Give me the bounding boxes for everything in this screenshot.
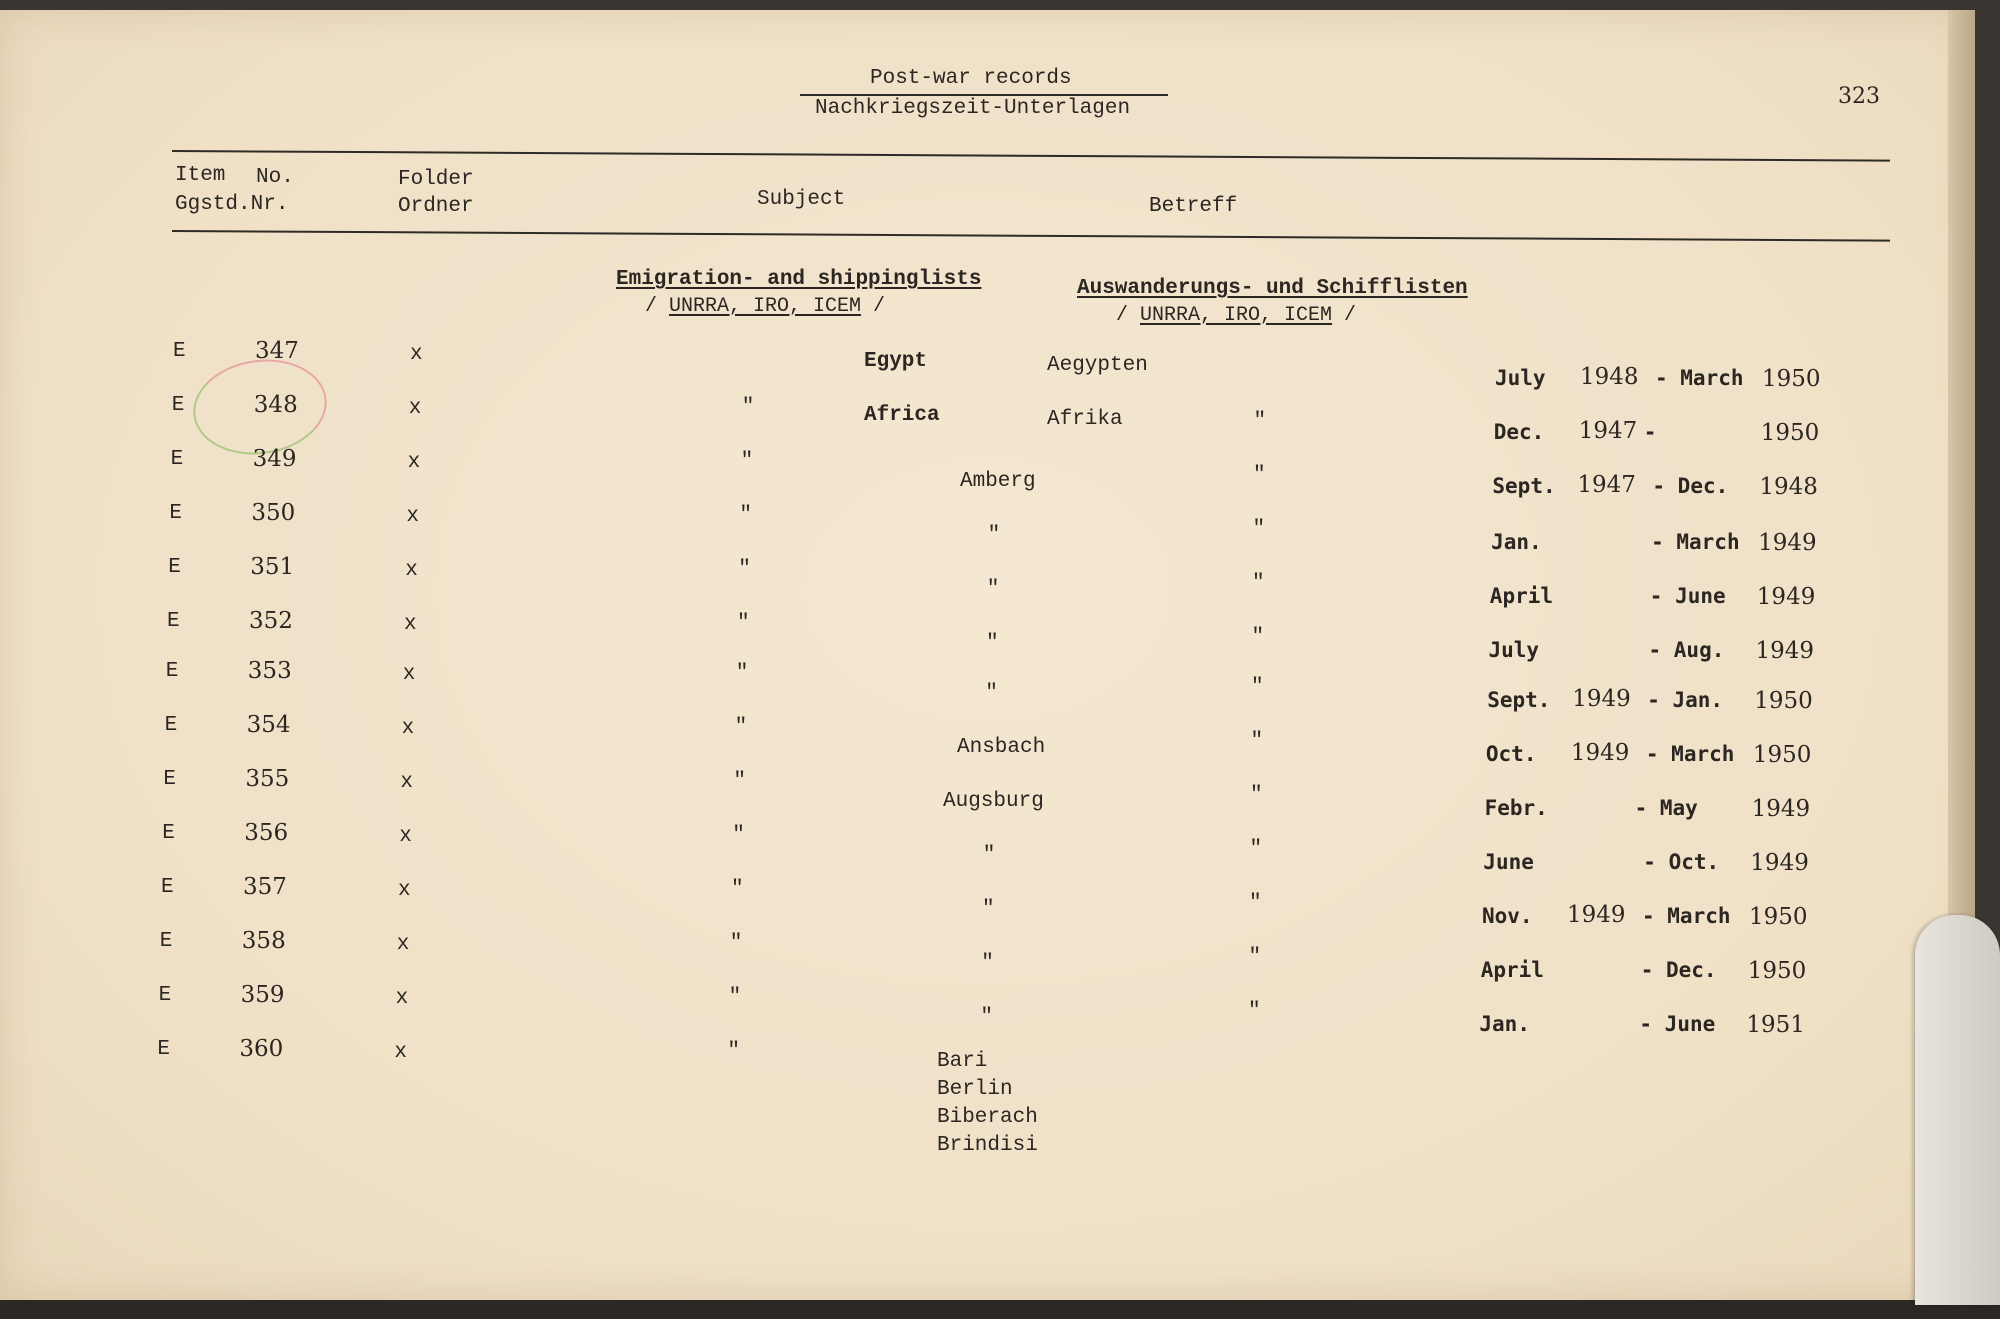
- row-number: 352: [249, 608, 293, 634]
- row-ditto-betreff: ": [1249, 892, 1262, 915]
- row-date-to: - Jan.: [1647, 688, 1724, 712]
- row-item: E: [173, 340, 186, 363]
- col-no: No.: [256, 166, 294, 189]
- row-folder: x: [401, 717, 415, 740]
- row-folder: x: [402, 663, 416, 686]
- row-place: ": [986, 632, 999, 655]
- row-folder: x: [396, 933, 410, 956]
- scan-border: [0, 1300, 2000, 1319]
- row-date-from: July: [1488, 638, 1540, 662]
- section-orgs-en: UNRRA, IRO, ICEM: [669, 295, 862, 318]
- row-item: E: [170, 448, 184, 471]
- row-ditto-subject: ": [739, 504, 752, 527]
- row-date-to: -: [1643, 420, 1657, 444]
- row-number: 351: [250, 554, 295, 580]
- row-date-to: - March: [1651, 530, 1740, 554]
- row-date-to: - March: [1655, 366, 1744, 390]
- row-date-from: Sept.: [1487, 688, 1551, 712]
- col-betreff: Betreff: [1149, 195, 1238, 218]
- row-year-to: 1950: [1749, 904, 1808, 930]
- row-year-from: 1948: [1580, 364, 1639, 390]
- row-date-from: Febr.: [1484, 796, 1548, 820]
- row-date-from: April: [1480, 958, 1544, 982]
- section-orgs-en-box: / UNRRA, IRO, ICEM /: [645, 295, 886, 318]
- row-ditto-betreff: ": [1249, 838, 1263, 861]
- row-item: E: [171, 394, 185, 417]
- row-subject: Africa: [864, 404, 940, 427]
- row-date-to: - Dec.: [1652, 474, 1729, 498]
- row-ditto-betreff: ": [1253, 410, 1267, 433]
- row-place: ": [982, 844, 996, 867]
- row-place: Augsburg: [943, 790, 1044, 813]
- row-ditto-subject: ": [729, 932, 743, 955]
- row-year-to: 1949: [1750, 850, 1809, 876]
- row-place: ": [980, 1006, 993, 1029]
- row-year-to: 1948: [1759, 474, 1818, 500]
- row-ditto-betreff: ": [1250, 730, 1264, 753]
- row-folder: x: [399, 825, 412, 848]
- row-item: E: [163, 768, 176, 791]
- row-item: E: [159, 930, 173, 953]
- col-ordner: Ordner: [398, 195, 474, 218]
- row-date-from: June: [1483, 850, 1534, 874]
- row-ditto-subject: ": [732, 824, 745, 847]
- row-date-to: - March: [1642, 904, 1731, 928]
- row-number: 347: [255, 338, 299, 364]
- row-folder: x: [408, 397, 422, 420]
- row-date-from: Nov.: [1482, 904, 1533, 928]
- row-year-to: 1951: [1746, 1012, 1805, 1038]
- row-ditto-betreff: ": [1250, 784, 1263, 807]
- row-year-from: 1949: [1567, 902, 1626, 928]
- row-folder: x: [405, 559, 418, 582]
- row-ditto-subject: ": [738, 558, 751, 581]
- row-subject: Egypt: [864, 350, 928, 373]
- row-ditto-betreff: ": [1251, 626, 1265, 649]
- row-ditto-betreff: ": [1248, 1000, 1261, 1023]
- place-list-item: Brindisi: [937, 1134, 1038, 1157]
- row-item: E: [169, 502, 182, 525]
- row-folder: x: [394, 1041, 407, 1064]
- row-date-to: - June: [1649, 584, 1726, 608]
- row-item: E: [165, 660, 179, 683]
- row-item: E: [168, 556, 181, 579]
- row-year-to: 1950: [1760, 420, 1820, 446]
- row-year-from: 1949: [1572, 686, 1631, 712]
- section-title-en: Emigration- and shippinglists: [616, 268, 982, 291]
- row-date-from: Sept.: [1492, 474, 1556, 498]
- row-ditto-subject: ": [728, 986, 742, 1009]
- row-folder: x: [398, 879, 411, 902]
- row-item: E: [162, 822, 175, 845]
- row-year-to: 1950: [1747, 958, 1807, 984]
- row-item: E: [157, 1038, 170, 1061]
- title-de: Nachkriegszeit-Unterlagen: [815, 97, 1131, 120]
- title-rule: [800, 94, 1168, 96]
- row-item: E: [158, 984, 172, 1007]
- row-number: 360: [239, 1036, 284, 1062]
- section-orgs-de-box: / UNRRA, IRO, ICEM /: [1116, 304, 1357, 327]
- row-ditto-betreff: ": [1251, 676, 1264, 699]
- row-item: E: [167, 610, 180, 633]
- row-date-from: Jan.: [1479, 1012, 1530, 1036]
- row-ditto-subject: ": [741, 396, 755, 419]
- row-number: 359: [240, 982, 285, 1008]
- row-item: E: [164, 714, 178, 737]
- row-date-from: Jan.: [1491, 530, 1542, 554]
- binder-tab: [1915, 915, 2000, 1305]
- row-ditto-subject: ": [734, 716, 748, 739]
- place-list-item: Bari: [937, 1050, 988, 1073]
- row-place: Amberg: [960, 470, 1036, 493]
- row-date-from: Dec.: [1493, 420, 1545, 444]
- row-betreff: Aegypten: [1047, 354, 1148, 377]
- row-folder: x: [400, 771, 413, 794]
- row-folder: x: [410, 343, 423, 366]
- row-ditto-subject: ": [731, 878, 744, 901]
- row-year-from: 1947: [1578, 418, 1638, 444]
- page-number: 323: [1838, 84, 1880, 109]
- row-folder: x: [395, 987, 409, 1010]
- row-year-from: 1949: [1570, 740, 1630, 766]
- row-number: 354: [246, 712, 291, 738]
- row-ditto-betreff: ": [1252, 518, 1266, 541]
- row-betreff: Afrika: [1047, 408, 1123, 431]
- row-number: 350: [251, 500, 296, 526]
- row-date-from: July: [1495, 366, 1546, 390]
- row-year-from: 1947: [1577, 472, 1636, 498]
- row-ditto-betreff: ": [1248, 946, 1262, 969]
- place-list-item: Berlin: [937, 1078, 1013, 1101]
- row-year-to: 1950: [1762, 366, 1821, 392]
- row-year-to: 1950: [1752, 742, 1812, 768]
- row-ditto-subject: ": [735, 662, 749, 685]
- col-subject: Subject: [757, 188, 846, 211]
- row-ditto-betreff: ": [1252, 572, 1265, 595]
- row-date-from: Oct.: [1485, 742, 1537, 766]
- row-item: E: [161, 876, 174, 899]
- row-number: 356: [244, 820, 289, 846]
- row-folder: x: [407, 451, 421, 474]
- row-place: ": [986, 578, 1000, 601]
- col-ggstd: Ggstd.Nr.: [175, 193, 289, 216]
- place-list-item: Biberach: [937, 1106, 1038, 1129]
- row-number: 353: [247, 658, 292, 684]
- row-year-to: 1949: [1755, 638, 1815, 664]
- row-place: Ansbach: [957, 736, 1046, 759]
- row-date-to: - March: [1645, 742, 1735, 766]
- row-folder: x: [406, 505, 419, 528]
- row-ditto-subject: ": [737, 612, 750, 635]
- row-year-to: 1949: [1756, 584, 1816, 610]
- row-ditto-betreff: ": [1253, 464, 1266, 487]
- row-place: ": [982, 898, 995, 921]
- row-date-from: April: [1489, 584, 1554, 608]
- row-date-to: - June: [1639, 1012, 1716, 1036]
- row-date-to: - Oct.: [1643, 850, 1720, 874]
- row-year-to: 1949: [1751, 796, 1811, 822]
- row-ditto-subject: ": [740, 450, 754, 473]
- row-number: 357: [243, 874, 287, 900]
- row-ditto-subject: ": [727, 1040, 740, 1063]
- row-place: ": [987, 524, 1001, 547]
- col-folder: Folder: [398, 168, 474, 191]
- row-number: 349: [252, 446, 297, 472]
- section-orgs-de: UNRRA, IRO, ICEM: [1140, 304, 1333, 327]
- row-date-to: - Dec.: [1640, 958, 1717, 982]
- row-number: 348: [253, 392, 298, 418]
- section-title-de: Auswanderungs- und Schifflisten: [1077, 277, 1468, 300]
- row-place: ": [981, 952, 994, 975]
- row-number: 355: [245, 766, 290, 792]
- row-date-to: - May: [1634, 796, 1698, 820]
- title-en: Post-war records: [870, 67, 1072, 90]
- row-place: ": [985, 682, 998, 705]
- col-item: Item: [175, 164, 226, 187]
- row-year-to: 1949: [1758, 530, 1817, 556]
- row-ditto-subject: ": [733, 770, 746, 793]
- row-date-to: - Aug.: [1648, 638, 1725, 662]
- row-folder: x: [404, 613, 417, 636]
- row-year-to: 1950: [1754, 688, 1813, 714]
- row-number: 358: [241, 928, 286, 954]
